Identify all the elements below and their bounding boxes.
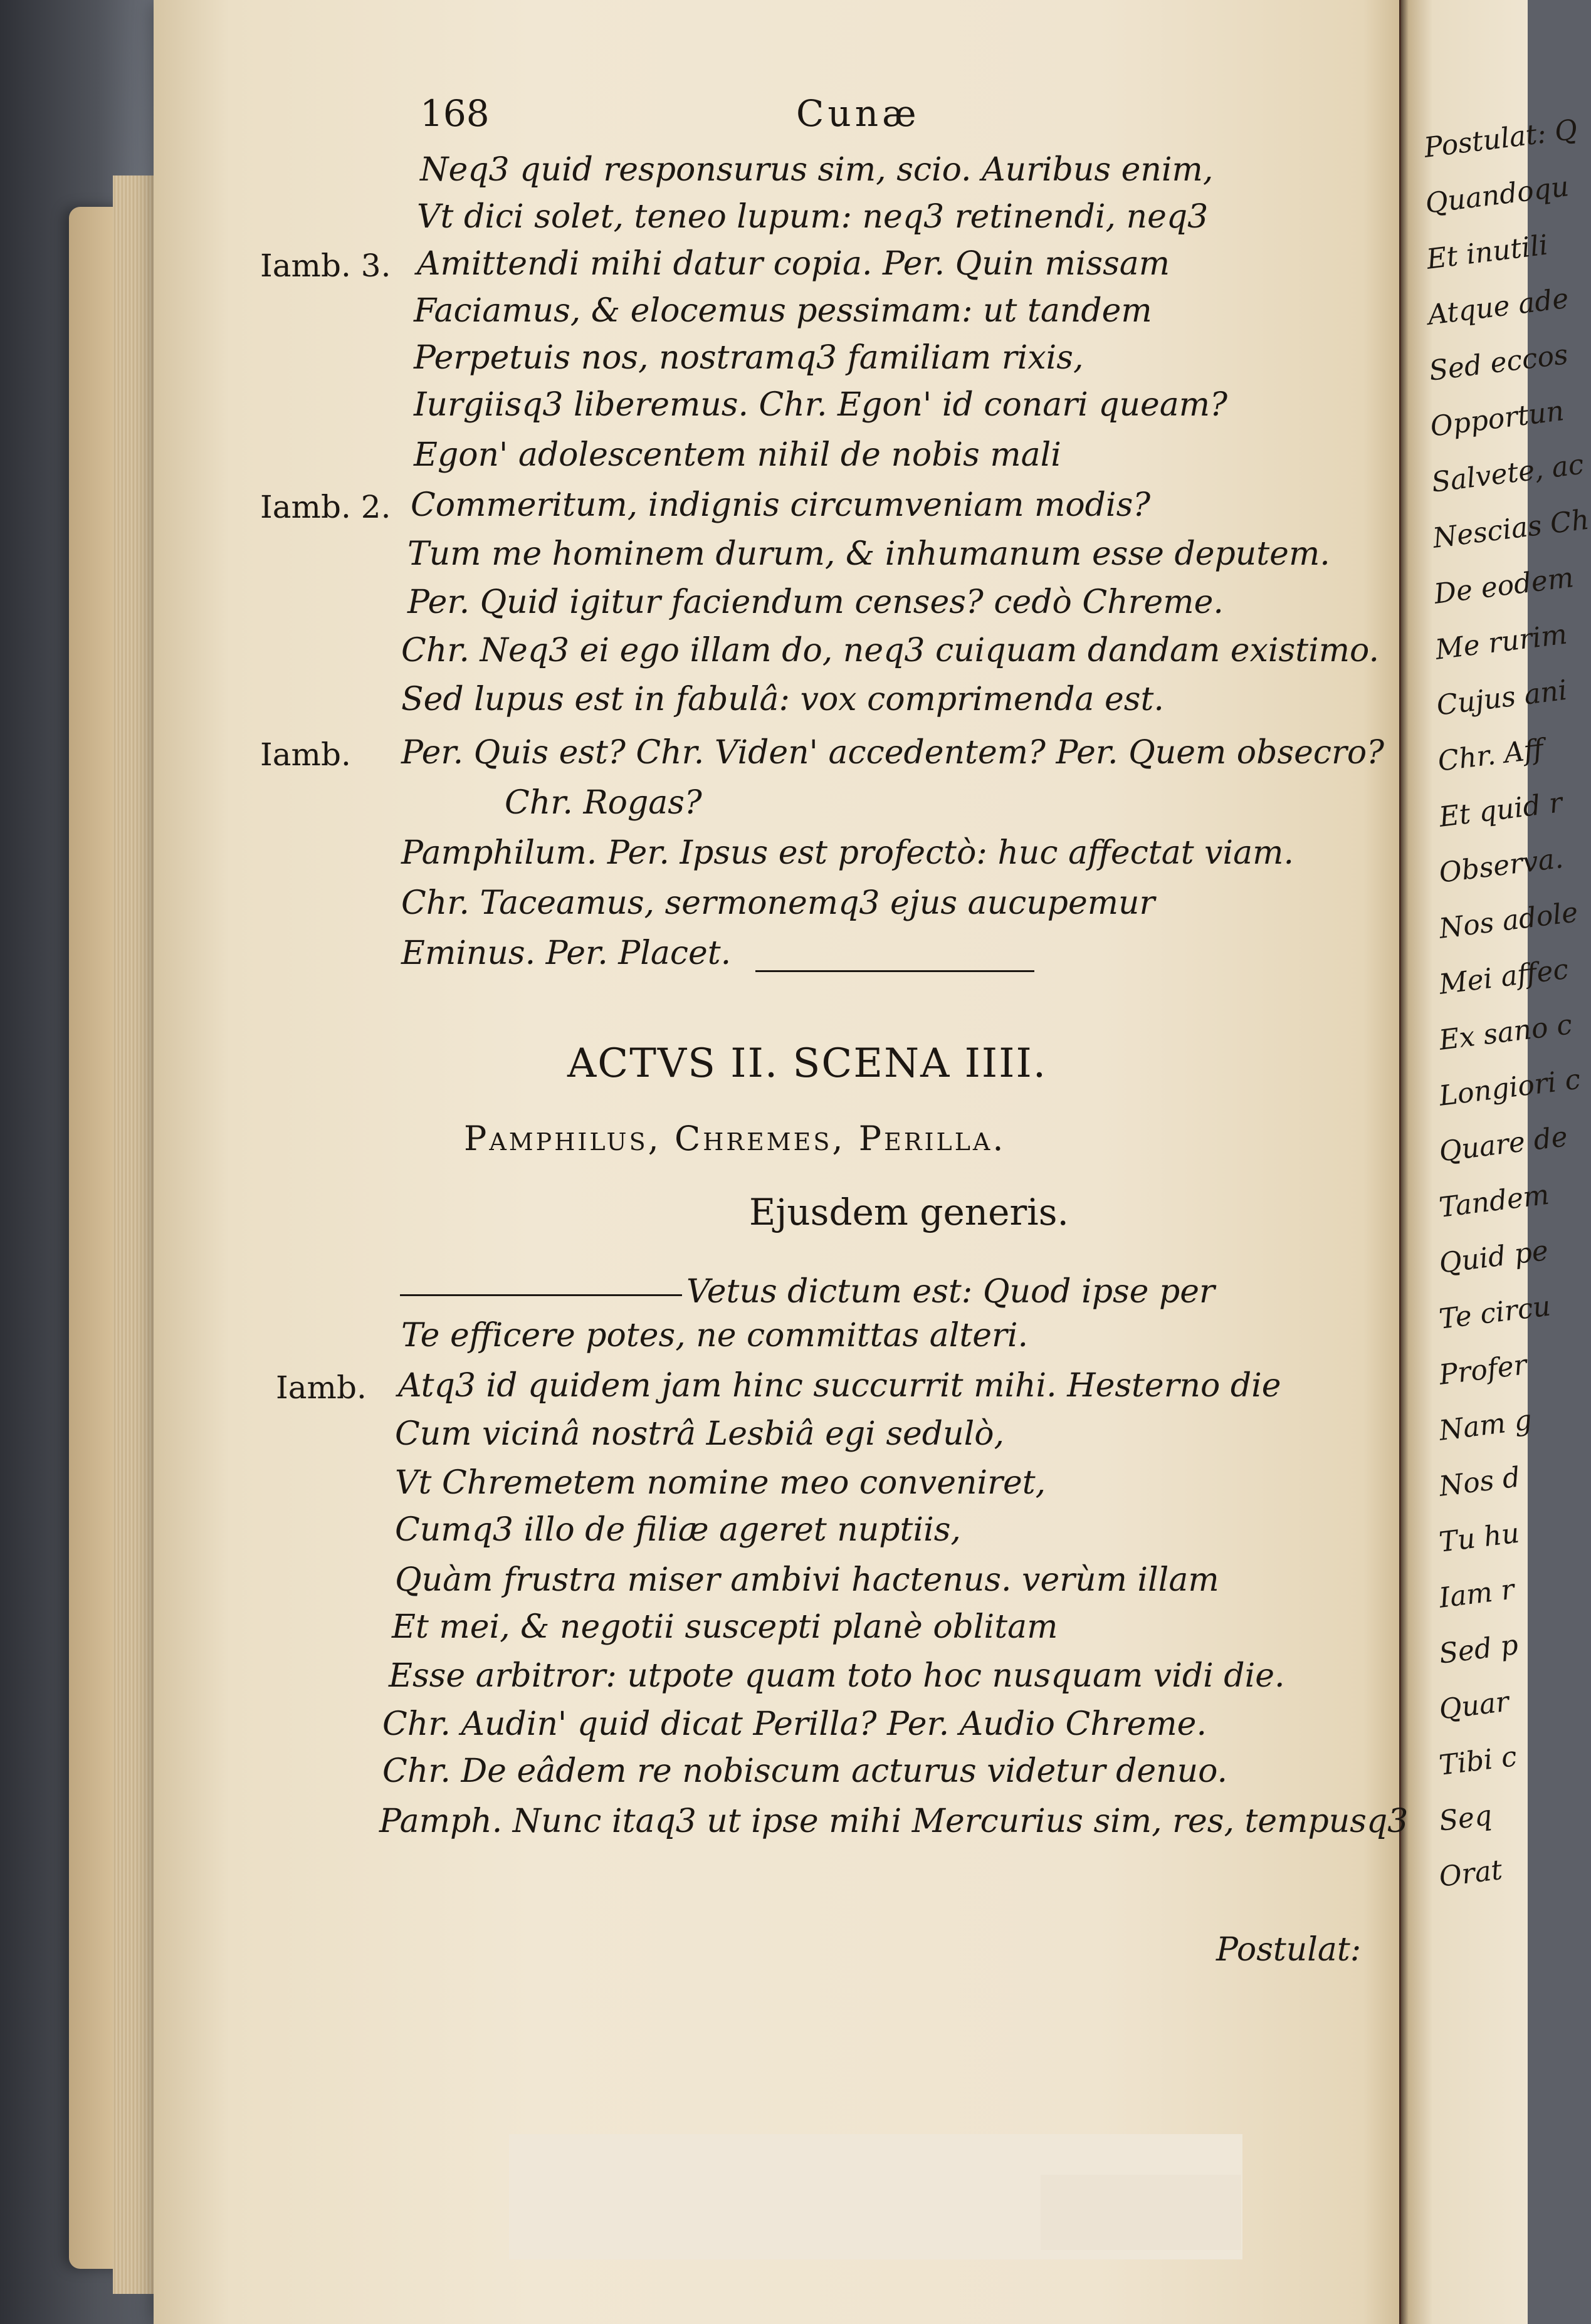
right-page-line: Orat (1437, 1853, 1504, 1893)
right-page-line: Profer (1437, 1349, 1529, 1391)
verse-line: Esse arbitror: utpote quam toto hoc nusquam vidi die. (389, 1657, 1285, 1695)
verse-line: Iurgiisq3 liberemus. Chr. Egon' id conari queam? (414, 386, 1227, 424)
verse-line: Per. Quid igitur faciendum censes? cedò Chreme. (407, 584, 1224, 621)
page-number: 168 (420, 92, 490, 135)
verse-line: Faciamus, & elocemus pessimam: ut tandem (414, 292, 1152, 330)
right-page-line: Quandoqu (1423, 170, 1571, 220)
verse-line: Perpetuis nos, nostramq3 familiam rixis, (414, 339, 1084, 377)
right-page-line: Opportun (1428, 395, 1566, 443)
right-page-line: Ex sano c (1437, 1008, 1574, 1057)
right-page-line: Chr. Aff (1436, 733, 1545, 778)
right-page-line: Sed eccos (1427, 338, 1570, 387)
verse-line: Quàm frustra miser ambivi hactenus. verùm illam (395, 1561, 1219, 1599)
right-page-line: Tandem (1437, 1178, 1552, 1224)
right-page-line: Mei affec (1437, 953, 1570, 1001)
right-page-line: Te circu (1437, 1290, 1553, 1336)
margin-note: Iamb. 3. (260, 248, 391, 284)
right-page-line: Et inutili (1424, 229, 1550, 276)
right-page-line: Quar (1437, 1685, 1511, 1726)
right-page-line: Et quid r (1437, 787, 1565, 834)
right-page-line: Nos d (1437, 1461, 1522, 1503)
verse-line: Et mei, & negotii suscepti planè oblitam (392, 1608, 1058, 1646)
verse-line: Tum me hominem durum, & inhumanum esse deputem. (407, 535, 1330, 573)
right-page-line: Nos adole (1437, 896, 1580, 945)
margin-note: Iamb. (276, 1369, 367, 1406)
verse-line: Pamph. Nunc itaq3 ut ipse mihi Mercurius sim, res, tempusq3 (379, 1803, 1409, 1840)
verse-line: Vt Chremetem nomine meo conveniret, (395, 1464, 1046, 1502)
verse-line: Chr. Neq3 ei ego illam do, neq3 cuiquam dandam existimo. (401, 632, 1379, 669)
verse-line: Vetus dictum est: Quod ipse per (686, 1273, 1215, 1311)
right-page-line: Longiori c (1437, 1063, 1582, 1112)
right-page-line: Nescias Ch (1431, 503, 1591, 555)
verse-line: Chr. Audin' quid dicat Perilla? Per. Audio Chreme. (382, 1705, 1207, 1743)
verse-line: Atq3 id quidem jam hinc succurrit mihi. Hesterno die (398, 1367, 1281, 1405)
verse-line: Vt dici solet, teneo lupum: neq3 retinendi, neq3 (417, 198, 1209, 236)
verse-line: Chr. Rogas? (505, 784, 702, 822)
verse-line: Commeritum, indignis circumveniam modis? (411, 486, 1151, 524)
running-title: Cunæ (796, 92, 920, 135)
verse-line: Cum vicinâ nostrâ Lesbiâ egi sedulò, (395, 1415, 1005, 1453)
right-page-line: Tu hu (1437, 1517, 1521, 1559)
right-page-line: Observa. (1437, 842, 1565, 889)
right-page-line: Me rurim (1433, 618, 1569, 666)
right-page-line: Quid pe (1437, 1234, 1550, 1280)
right-page-line: Atque ade (1426, 282, 1571, 332)
verse-line: Eminus. Per. Placet. (401, 934, 732, 972)
verse-line: Sed lupus est in fabulâ: vox comprimenda est. (401, 681, 1164, 718)
right-page-line: Postulat: Q (1422, 113, 1579, 164)
right-page-line: Cujus ani (1434, 674, 1569, 722)
right-page-line: Seq (1437, 1799, 1494, 1838)
right-page-line: Tibi c (1437, 1740, 1519, 1782)
verse-line: Cumq3 illo de filiæ ageret nuptiis, (395, 1511, 961, 1549)
line-rule-eminus (755, 970, 1034, 972)
margin-note: Iamb. (260, 736, 351, 773)
act-scene-heading: ACTVS II. SCENA IIII. (567, 1040, 1048, 1087)
verse-line: Neq3 quid responsurus sim, scio. Auribus enim, (420, 151, 1214, 189)
margin-note: Iamb. 2. (260, 489, 391, 525)
verse-line: Te efficere potes, ne committas alteri. (401, 1317, 1029, 1354)
persons-heading: Pamphilus, Chremes, Perilla. (464, 1119, 1006, 1158)
verse-line: Amittendi mihi datur copia. Per. Quin missam (417, 245, 1170, 283)
line-rule-vetus (400, 1294, 682, 1296)
verse-line: Pamphilum. Per. Ipsus est profectò: huc affectat viam. (401, 834, 1294, 872)
right-page-line: Salvete, ac (1429, 448, 1586, 499)
catchword: Postulat: (1216, 1931, 1362, 1969)
genre-heading: Ejusdem generis. (749, 1191, 1069, 1233)
redacted-area-edge (1041, 2175, 1241, 2250)
verse-line: Egon' adolescentem nihil de nobis mali (414, 436, 1061, 474)
right-page-line: Iam r (1437, 1573, 1516, 1615)
right-page-line: Nam g (1437, 1404, 1534, 1447)
right-page-line: Sed p (1437, 1628, 1520, 1670)
verse-line: Per. Quis est? Chr. Viden' accedentem? Per. Quem obsecro? (401, 734, 1385, 772)
right-page-line: Quare de (1437, 1121, 1570, 1168)
right-page-line: De eodem (1432, 561, 1576, 610)
verse-line: Chr. De eâdem re nobiscum acturus videtur denuo. (382, 1752, 1228, 1790)
verse-line: Chr. Taceamus, sermonemq3 ejus aucupemur (401, 884, 1155, 922)
